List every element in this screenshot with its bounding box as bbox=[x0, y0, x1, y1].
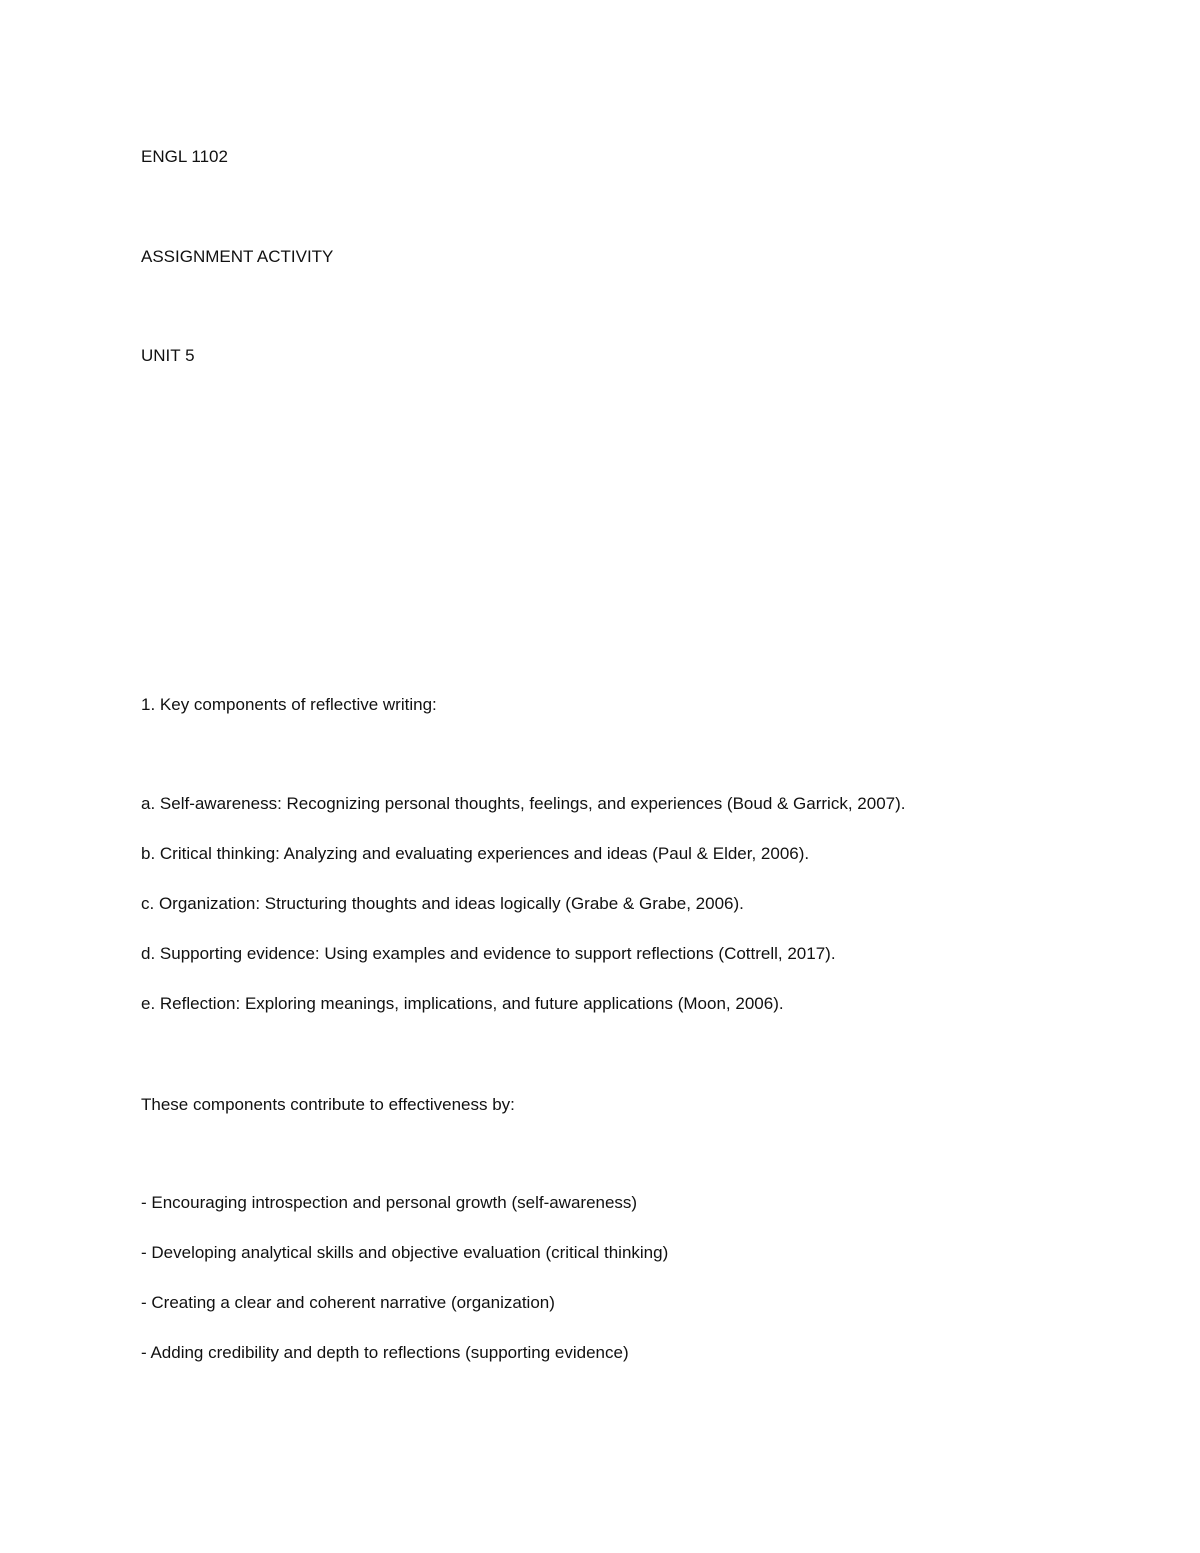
contribution-item: - Encouraging introspection and personal growth (self-awareness) bbox=[141, 1193, 638, 1212]
contribution-item: - Adding credibility and depth to reflections (supporting evidence) bbox=[141, 1343, 629, 1362]
component-item: d. Supporting evidence: Using examples and evidence to support reflections (Cottrell, 2017). bbox=[141, 944, 836, 963]
course-code: ENGL 1102 bbox=[141, 147, 228, 166]
component-item: c. Organization: Structuring thoughts and ideas logically (Grabe & Grabe, 2006). bbox=[141, 894, 744, 913]
contribution-item: - Creating a clear and coherent narrative (organization) bbox=[141, 1293, 555, 1312]
component-item: e. Reflection: Exploring meanings, implications, and future applications (Moon, 2006). bbox=[141, 994, 784, 1013]
contribution-item: - Developing analytical skills and objective evaluation (critical thinking) bbox=[141, 1243, 669, 1262]
question-heading: 1. Key components of reflective writing: bbox=[141, 695, 437, 714]
assignment-title: ASSIGNMENT ACTIVITY bbox=[141, 247, 334, 266]
component-item: b. Critical thinking: Analyzing and evaluating experiences and ideas (Paul & Elder, 2006). bbox=[141, 844, 810, 863]
contribution-intro: These components contribute to effectiveness by: bbox=[141, 1095, 515, 1114]
component-item: a. Self-awareness: Recognizing personal thoughts, feelings, and experiences (Boud & Garrick, 2007). bbox=[141, 794, 906, 813]
unit-label: UNIT 5 bbox=[141, 346, 195, 365]
